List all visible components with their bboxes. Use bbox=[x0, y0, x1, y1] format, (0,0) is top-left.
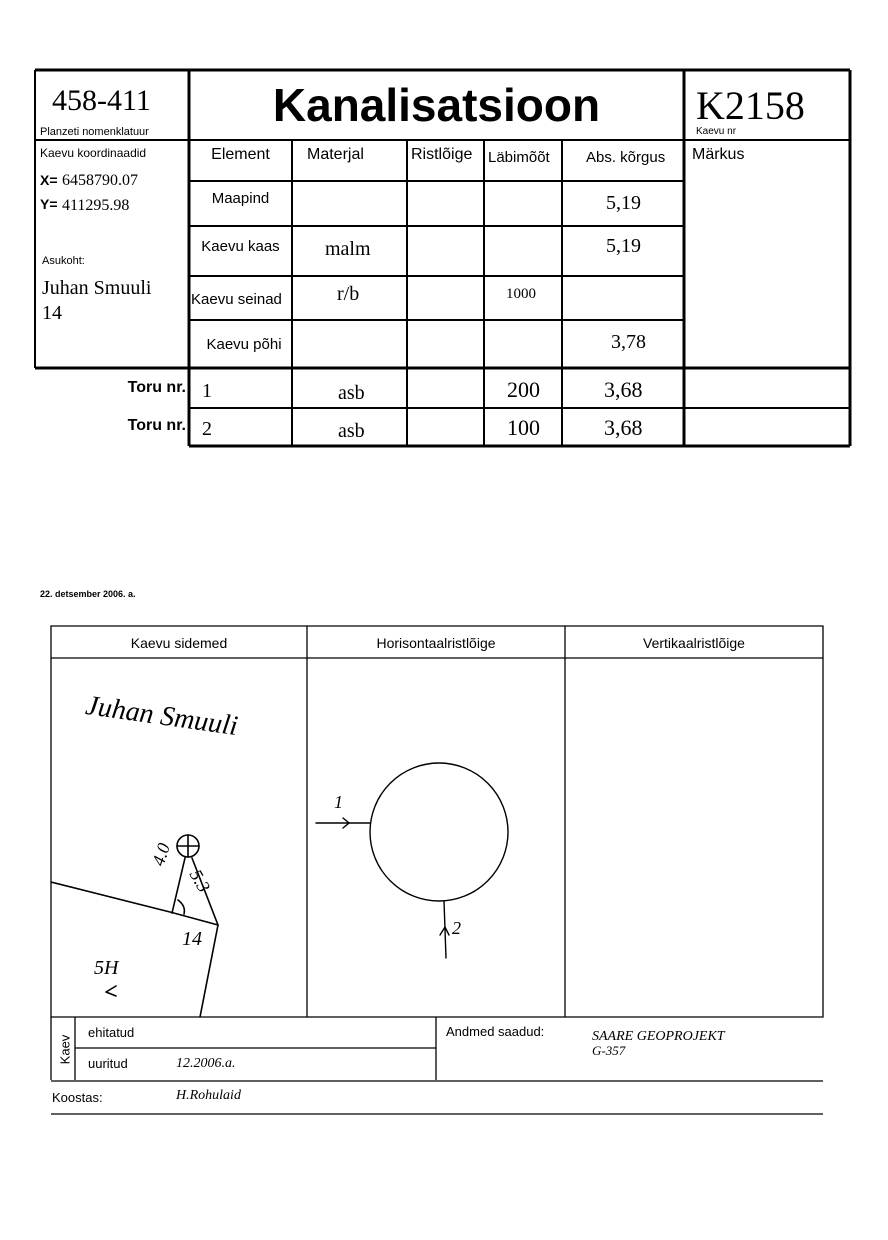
nomenclature: 458-411 bbox=[52, 84, 151, 117]
location-street: Juhan Smuuli bbox=[42, 277, 152, 299]
nomenclature-label: Planzeti nomenklatuur bbox=[40, 126, 149, 138]
data-source-code: G-357 bbox=[592, 1043, 626, 1058]
row-element: Maapind bbox=[211, 190, 270, 207]
page-title: Kanalisatsioon bbox=[272, 79, 601, 131]
sketch-col-vertical: Vertikaalristlõige bbox=[643, 635, 745, 651]
surveyed-label: uuritud bbox=[88, 1056, 128, 1071]
coords-label: Kaevu koordinaadid bbox=[40, 146, 147, 160]
pipe-material: asb bbox=[338, 382, 365, 404]
row-element: Kaevu seinad bbox=[191, 291, 282, 308]
built-label: ehitatud bbox=[88, 1025, 135, 1040]
pipe-height: 3,68 bbox=[604, 377, 643, 402]
pipe-diameter: 200 bbox=[507, 377, 540, 402]
data-source-label: Andmed saadud: bbox=[446, 1024, 545, 1039]
pipe-label: Toru nr. bbox=[127, 379, 186, 396]
header-material: Materjal bbox=[307, 146, 364, 163]
pipe-1-label: 1 bbox=[334, 792, 343, 812]
header-abs-height: Abs. kõrgus bbox=[586, 149, 666, 166]
row-height: 3,78 bbox=[611, 331, 646, 353]
pipe-number: 1 bbox=[202, 380, 212, 402]
sketch-col-horizontal: Horisontaalristlõige bbox=[376, 635, 496, 651]
row-element: Kaevu kaas bbox=[201, 238, 280, 255]
y-coordinate: 411295.98 bbox=[62, 197, 130, 214]
pipe-number: 2 bbox=[202, 418, 212, 440]
pipe-material: asb bbox=[338, 420, 365, 442]
well-number: K2158 bbox=[696, 83, 805, 128]
location-number: 14 bbox=[42, 302, 62, 324]
location-label: Asukoht: bbox=[42, 255, 85, 267]
pipe-2-label: 2 bbox=[452, 918, 461, 938]
sketch-col-links: Kaevu sidemed bbox=[130, 635, 228, 651]
well-number-label: Kaevu nr bbox=[696, 126, 737, 137]
author-label: Koostas: bbox=[52, 1090, 103, 1105]
surveyed-value: 12.2006.a. bbox=[176, 1056, 236, 1071]
horizontal-section-drawing bbox=[307, 658, 565, 1017]
x-coordinate: 6458790.07 bbox=[62, 172, 138, 189]
pipe-height: 3,68 bbox=[604, 415, 643, 440]
distance-a: 4.0 bbox=[148, 840, 174, 869]
row-material: r/b bbox=[337, 283, 360, 305]
building-note: 5H bbox=[94, 957, 119, 979]
author-value: H.Rohulaid bbox=[176, 1088, 241, 1103]
pipe-label: Toru nr. bbox=[127, 417, 186, 434]
y-label: Y= bbox=[40, 196, 58, 212]
row-height: 5,19 bbox=[606, 192, 641, 214]
row-element: Kaevu põhi bbox=[206, 336, 282, 353]
header-cross-section: Ristlõige bbox=[411, 146, 473, 163]
document-date: 22. detsember 2006. a. bbox=[40, 589, 136, 599]
pipe-diameter: 100 bbox=[507, 415, 540, 440]
row-diameter: 1000 bbox=[506, 286, 536, 302]
header-diameter: Läbimõõt bbox=[488, 149, 550, 166]
header-remark: Märkus bbox=[692, 146, 745, 163]
x-label: X= bbox=[40, 172, 58, 188]
house-number: 14 bbox=[182, 928, 202, 950]
kaev-label: Kaev bbox=[57, 1034, 73, 1065]
row-height: 5,19 bbox=[606, 235, 641, 257]
header-element: Element bbox=[211, 146, 270, 163]
distance-b: 5.3 bbox=[185, 866, 215, 896]
row-material: malm bbox=[325, 238, 371, 260]
street-note: Juhan Smuuli bbox=[83, 690, 240, 743]
data-source-company: SAARE GEOPROJEKT bbox=[592, 1029, 725, 1044]
